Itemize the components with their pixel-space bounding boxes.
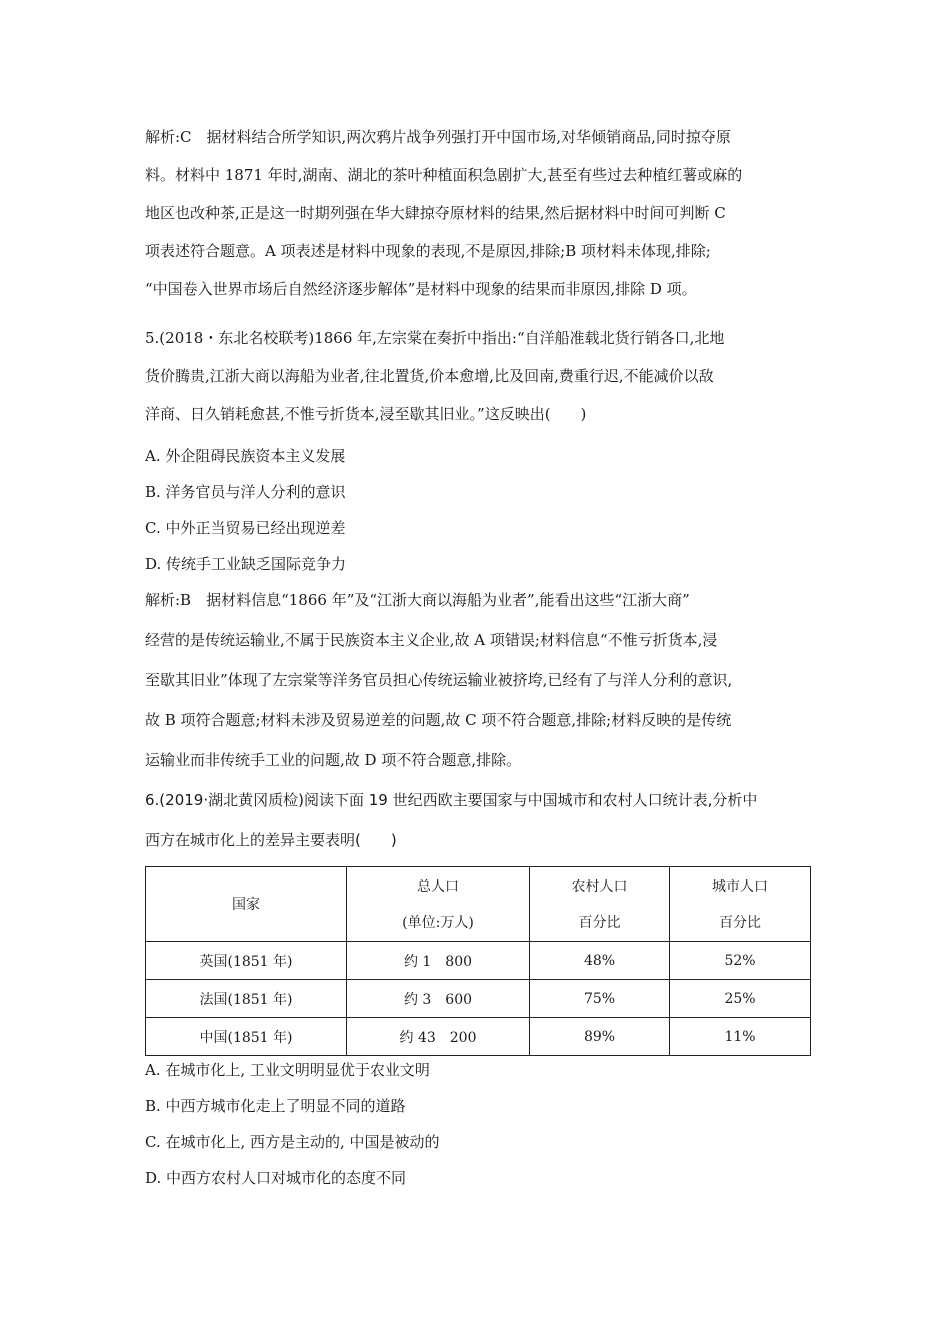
q6-stem-line-1: 6.(2019·湖北黄冈质检)阅读下面 19 世纪西欧主要国家与中国城市和农村人口统计表,分析中	[145, 791, 758, 809]
q5-analysis-line-5: 运输业而非传统手工业的问题,故 D 项不符合题意,排除。	[145, 751, 522, 769]
table-cell: 75%	[530, 980, 670, 1018]
q5-option-d: D. 传统手工业缺乏国际竞争力	[145, 555, 347, 573]
table-cell: 法国(1851 年)	[146, 980, 347, 1018]
q4-analysis-line-5: “中国卷入世界市场后自然经济逐步解体”是材料中现象的结果而非原因,排除 D 项。	[145, 280, 697, 298]
q5-stem-line-1: 5.(2018・东北名校联考)1866 年,左宗棠在奏折中指出:“自洋船准载北货行销各口,北地	[145, 329, 725, 347]
table-cell: 52%	[670, 942, 811, 980]
q6-option-a: A. 在城市化上, 工业文明明显优于农业文明	[145, 1061, 430, 1079]
header-cell-rural	[530, 867, 670, 942]
table-row	[146, 942, 811, 980]
table-cell: 48%	[530, 942, 670, 980]
q4-analysis-line-4: 项表述符合题意。A 项表述是材料中现象的表现,不是原因,排除;B 项材料未体现,排除;	[145, 242, 711, 260]
q6-stem-line-2: 西方在城市化上的差异主要表明( )	[145, 831, 397, 849]
population-table	[145, 866, 811, 1056]
table-cell: 英国(1851 年)	[146, 942, 347, 980]
table-header-row	[146, 867, 811, 942]
table-cell: 89%	[530, 1018, 670, 1056]
q4-analysis-line-3: 地区也改种茶,正是这一时期列强在华大肆掠夺原材料的结果,然后据材料中时间可判断 C	[145, 204, 726, 222]
q5-analysis-line-2: 经营的是传统运输业,不属于民族资本主义企业,故 A 项错误;材料信息“不惟亏折货本,浸	[145, 631, 718, 649]
header-total-label: 总人口	[417, 879, 459, 895]
header-country-label: 国家	[232, 897, 260, 913]
table-cell: 中国(1851 年)	[146, 1018, 347, 1056]
q6-option-c: C. 在城市化上, 西方是主动的, 中国是被动的	[145, 1133, 440, 1151]
header-urban-label: 城市人口	[712, 879, 768, 895]
table-cell: 约 43 200	[347, 1018, 530, 1056]
table-row	[146, 980, 811, 1018]
q4-analysis-line-1: 解析:C 据材料结合所学知识,两次鸦片战争列强打开中国市场,对华倾销商品,同时掠夺原	[145, 128, 731, 146]
q5-option-a: A. 外企阻碍民族资本主义发展	[145, 447, 346, 465]
header-cell-total	[347, 867, 530, 942]
table-row	[146, 1018, 811, 1056]
table-cell: 11%	[670, 1018, 811, 1056]
q6-option-d: D. 中西方农村人口对城市化的态度不同	[145, 1169, 407, 1187]
header-urban-sub: 百分比	[719, 915, 761, 931]
q6-option-b: B. 中西方城市化走上了明显不同的道路	[145, 1097, 406, 1115]
q4-analysis-line-2: 料。材料中 1871 年时,湖南、湖北的茶叶种植面积急剧扩大,甚至有些过去种植红薯或麻的	[145, 166, 743, 184]
q5-analysis-line-4: 故 B 项符合题意;材料未涉及贸易逆差的问题,故 C 项不符合题意,排除;材料反映的是传统	[145, 711, 732, 729]
q5-option-b: B. 洋务官员与洋人分利的意识	[145, 483, 346, 501]
table-cell: 25%	[670, 980, 811, 1018]
header-rural-sub: 百分比	[578, 915, 621, 931]
q5-stem-line-2: 货价腾贵,江浙大商以海船为业者,往北置货,价本愈增,比及回南,费重行迟,不能减价以敌	[145, 367, 714, 385]
q5-stem-line-3: 洋商、日久销耗愈甚,不惟亏折货本,浸至歇其旧业。”这反映出( )	[145, 405, 587, 423]
header-cell-urban	[670, 867, 811, 942]
q5-option-c: C. 中外正当贸易已经出现逆差	[145, 519, 346, 537]
table-cell: 约 1 800	[347, 942, 530, 980]
table-cell: 约 3 600	[347, 980, 530, 1018]
header-rural-label: 农村人口	[571, 879, 628, 895]
q5-analysis-line-1: 解析:B 据材料信息“1866 年”及“江浙大商以海船为业者”,能看出这些“江浙大商”	[145, 591, 690, 609]
header-cell-country	[146, 867, 347, 942]
header-total-unit: (单位:万人)	[402, 915, 474, 931]
q5-analysis-line-3: 至歇其旧业”体现了左宗棠等洋务官员担心传统运输业被挤垮,已经有了与洋人分利的意识,	[145, 671, 733, 689]
